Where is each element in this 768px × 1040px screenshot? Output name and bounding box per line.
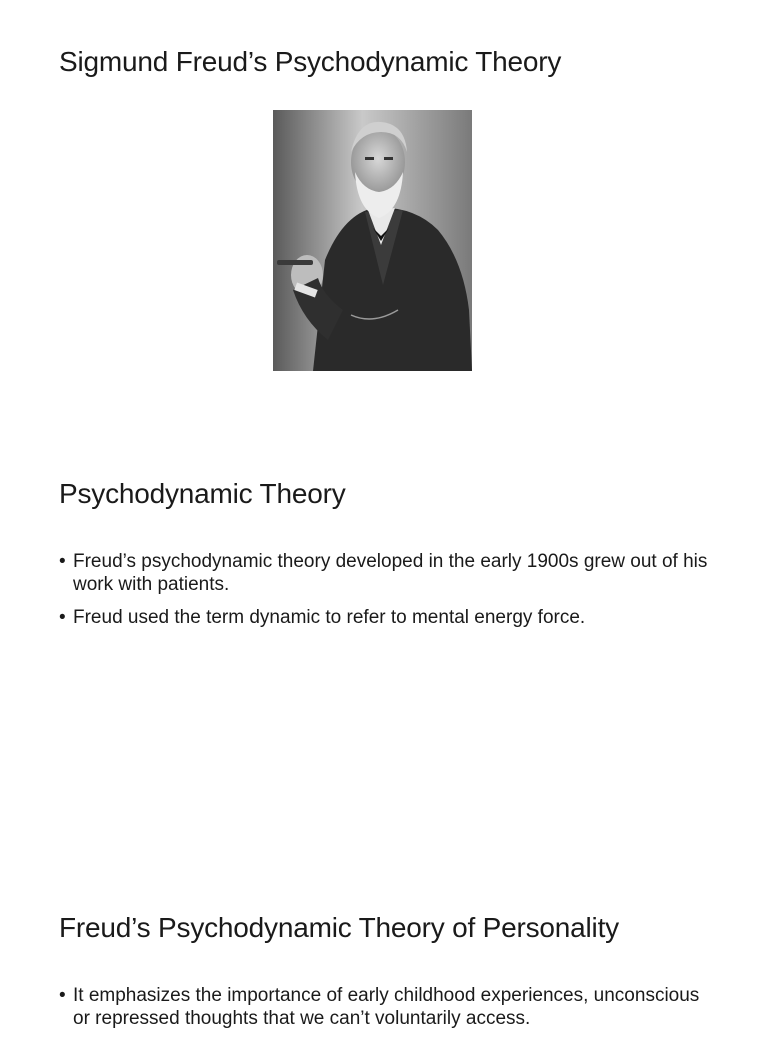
bullet-text: Freud’s psychodynamic theory developed in the early 1900s grew out of his work with patients.: [73, 551, 708, 595]
bullet-icon: •: [59, 551, 66, 572]
slide-1-title: Sigmund Freud’s Psychodynamic Theory: [59, 46, 562, 77]
bullet-text: Freud used the term dynamic to refer to mental energy force.: [73, 607, 586, 628]
list-item: [59, 550, 719, 596]
list-item: [59, 984, 719, 1030]
slide-3-title: Freud’s Psychodynamic Theory of Personality: [59, 912, 619, 943]
bullet-icon: •: [59, 607, 66, 628]
list-item: [59, 606, 719, 629]
bullet-text: It emphasizes the importance of early childhood experiences, unconscious or repressed thoughts that we can’t voluntarily access.: [73, 985, 700, 1029]
slide-3-bullet-list: [59, 984, 719, 1040]
slide-2-bullet-list: [59, 550, 719, 639]
slide-2-title: Psychodynamic Theory: [59, 478, 346, 509]
bullet-icon: •: [59, 985, 66, 1006]
portrait-photo: [273, 110, 472, 371]
